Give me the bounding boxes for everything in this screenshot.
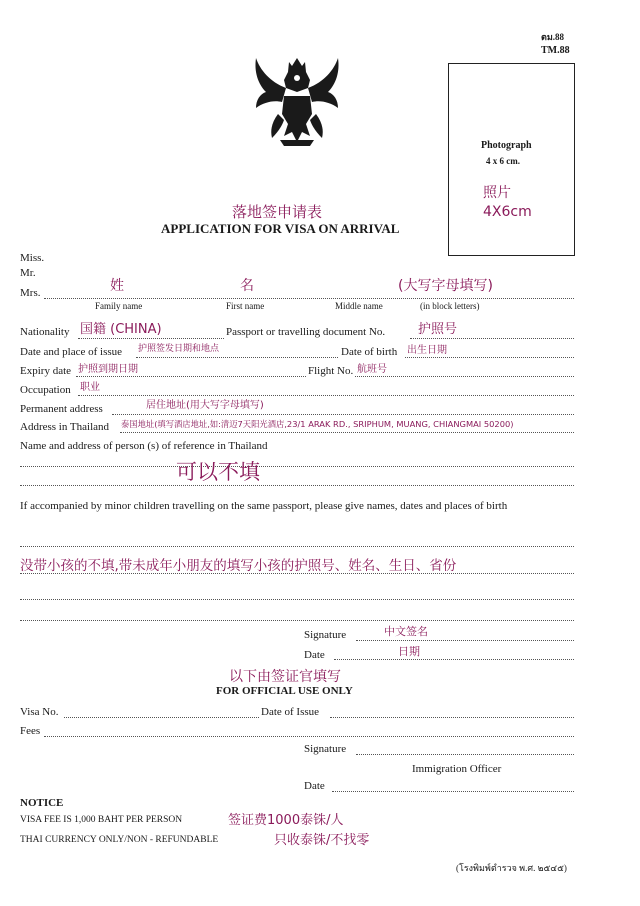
first-name-cn: 名 [240,278,254,294]
notice-fee: VISA FEE IS 1,000 BAHT PER PERSON [20,815,183,825]
photo-label: Photograph [481,140,532,151]
notice-currency-cn: 只收泰铢/不找零 [274,833,370,848]
birth-label: Date of birth [341,346,398,358]
minor-line-4[interactable] [20,620,574,621]
official-date-label: Date [304,780,325,792]
thai-address-label: Address in Thailand [20,421,110,433]
family-name-label: Family name [95,301,143,311]
permanent-address-line[interactable] [112,414,574,415]
flight-line[interactable] [355,376,574,377]
form-code: TM.88 [541,45,570,56]
minor-children-value: 没带小孩的不填,带未成年小朋友的填写小孩的护照号、姓名、生日、省份 [20,558,457,574]
family-name-cn: 姓 [110,278,124,294]
signature-label: Signature [304,629,347,641]
minor-line-1[interactable] [20,546,574,547]
fees-label: Fees [20,725,41,737]
passport-label: Passport or travelling document No. [226,326,386,338]
passport-line[interactable] [410,338,574,339]
visa-no-line[interactable] [64,717,259,718]
date-of-issue-label: Date of Issue [261,706,320,718]
salutation-miss: Miss. [20,252,45,264]
passport-value: 护照号 [418,322,458,337]
printer-imprint: (โรงพิมพ์ตำรวจ พ.ศ. ๒๕๔๕) [456,863,567,873]
official-signature-line[interactable] [356,754,574,755]
official-note-cn: 以下由签证官填写 [229,669,341,685]
form-code-thai: ตม.88 [541,32,565,42]
first-name-label: First name [226,301,265,311]
minor-line-3[interactable] [20,599,574,600]
visa-no-label: Visa No. [20,706,59,718]
date-label: Date [304,649,325,661]
reference-line-1[interactable] [20,466,574,467]
date-line[interactable] [334,659,574,660]
expiry-value: 护照到期日期 [78,364,138,375]
flight-label: Flight No. [308,365,354,377]
notice-title: NOTICE [20,797,64,809]
nationality-value: 国籍 (CHINA) [80,322,162,337]
page-title: APPLICATION FOR VISA ON ARRIVAL [161,221,400,236]
birth-value: 出生日期 [407,345,447,356]
fees-line[interactable] [44,736,574,737]
block-letters-label: (in block letters) [420,301,480,311]
reference-label: Name and address of person (s) of reference in Thailand [20,440,268,452]
thai-address-line[interactable] [120,432,574,433]
date-value: 日期 [398,645,420,658]
nationality-line[interactable] [78,338,224,339]
official-title: FOR OFFICIAL USE ONLY [216,685,353,697]
name-line[interactable] [44,298,574,299]
salutation-mr: Mr. [20,267,36,279]
signature-value: 中文签名 [384,625,428,638]
reference-line-2[interactable] [20,485,574,486]
immigration-officer-label: Immigration Officer [412,763,502,775]
minor-children-label: If accompanied by minor children travelling on the same passport, please give names, dates and places of birth [20,500,508,512]
expiry-label: Expiry date [20,365,72,377]
occupation-label: Occupation [20,384,71,396]
issue-label: Date and place of issue [20,346,123,358]
official-date-line[interactable] [332,791,574,792]
date-of-issue-line[interactable] [330,717,574,718]
photo-size: 4 x 6 cm. [486,156,520,166]
notice-fee-cn: 签证费1000泰铢/人 [228,813,344,828]
issue-value: 护照签发日期和地点 [138,344,220,354]
salutation-mrs: Mrs. [20,287,41,299]
occupation-value: 职业 [80,382,100,393]
garuda-emblem-icon [250,52,344,148]
birth-line[interactable] [405,357,574,358]
expiry-line[interactable] [76,376,306,377]
signature-line[interactable] [356,640,574,641]
minor-line-2[interactable] [20,573,574,574]
block-letters-cn: (大写字母填写) [398,278,493,294]
permanent-address-label: Permanent address [20,403,103,415]
nationality-label: Nationality [20,326,70,338]
official-signature-label: Signature [304,743,347,755]
notice-currency: THAI CURRENCY ONLY/NON - REFUNDABLE [20,835,219,845]
title-cn: 落地签申请表 [232,203,323,221]
photo-note-cn: 照片 [483,185,511,201]
photo-note-size: 4X6cm [483,204,532,220]
flight-value: 航班号 [357,364,387,375]
thai-address-value: 泰国地址(填写酒店地址,如:清迈7天阳光酒店,23/1 ARAK RD., SRIPHUM, MUANG, CHIANGMAI 50200) [121,419,514,429]
issue-line[interactable] [136,357,338,358]
middle-name-label: Middle name [335,301,383,311]
reference-value: 可以不填 [176,460,260,484]
permanent-address-value: 居住地址(用大写字母填写) [146,400,264,411]
